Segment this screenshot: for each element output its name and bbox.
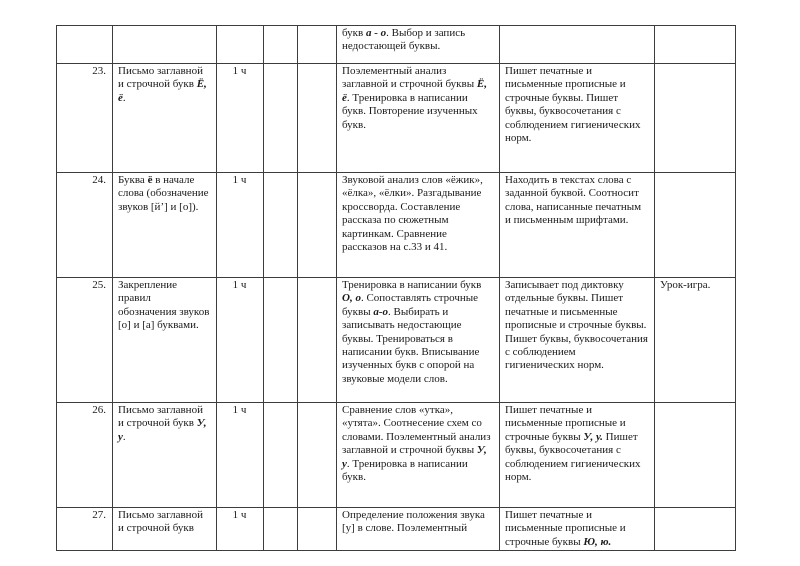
cell-lesson-number: 23.: [57, 64, 113, 173]
text-segment: О, о: [342, 292, 361, 305]
text-segment: У, у: [342, 444, 487, 470]
cell-lesson-content: [337, 278, 500, 403]
text-segment: Пишет буквы, буквосочетания с соблюдением гигиенических норм.: [505, 430, 641, 484]
table-row: [57, 403, 736, 508]
cell-student-activities: [500, 173, 655, 278]
cell-empty-2: [298, 278, 337, 403]
text-segment: Закрепление правил обозначения звуков [о] и [а] буквами.: [118, 279, 210, 332]
cell-lesson-number: 24.: [57, 173, 113, 278]
text-segment: а - о: [365, 27, 387, 39]
text-segment: . Выбор и запись недостающей буквы.: [342, 27, 466, 53]
text-segment: . Сопоставлять строчные буквы: [342, 292, 479, 318]
cell-notes: [655, 26, 736, 64]
cell-lesson-number: 25.: [57, 278, 113, 403]
text-segment: Пишет печатные и письменные прописные и строчные буквы: [505, 404, 626, 443]
text-segment: Ё, ё: [342, 78, 487, 104]
cell-empty-1: [264, 508, 298, 551]
text-segment: .: [122, 430, 126, 443]
text-segment: Находить в текстах слова с заданной буквой. Соотносит слова, написанные печатным и письменным шрифтами.: [505, 174, 642, 227]
cell-lesson-number: 27.: [57, 508, 113, 551]
cell-hours: 1 ч: [217, 508, 264, 551]
lesson-plan-table: [56, 25, 736, 551]
table-row: [57, 64, 736, 173]
text-segment: ё: [147, 174, 153, 186]
text-segment: . Тренировка в написании букв.: [342, 457, 468, 484]
table-body: [57, 26, 736, 551]
cell-empty-1: [264, 173, 298, 278]
text-segment: У, у: [118, 417, 207, 443]
cell-lesson-content: [337, 508, 500, 551]
cell-hours: 1 ч: [217, 278, 264, 403]
text-segment: Буква: [118, 174, 148, 186]
table-row: [57, 26, 736, 64]
cell-lesson-content: [337, 64, 500, 173]
text-segment: Ю, ю.: [583, 535, 612, 548]
text-segment: У, у.: [583, 430, 603, 443]
text-segment: . Выбирать и записывать недостающие буквы. Тренироваться в написании букв. Вписывание изученных букв с опорой на звуковые модели слов.: [342, 305, 480, 385]
text-segment: а-о: [373, 305, 389, 318]
cell-hours: 1 ч: [217, 173, 264, 278]
cell-lesson-content: [337, 26, 500, 64]
cell-empty-2: [298, 173, 337, 278]
text-segment: Письмо заглавной и строчной букв: [118, 65, 203, 91]
cell-empty-2: [298, 508, 337, 551]
cell-hours: 1 ч: [217, 403, 264, 508]
cell-empty-2: [298, 403, 337, 508]
text-segment: Пишет печатные и письменные прописные и строчные буквы. Пишет буквы, буквосочетания с соблюдением гигиенических норм.: [505, 65, 641, 145]
cell-lesson-topic: [113, 508, 217, 551]
text-segment: Тренировка в написании букв: [342, 279, 482, 291]
cell-lesson-topic: [113, 64, 217, 173]
cell-empty-1: [264, 26, 298, 64]
cell-empty-2: [298, 64, 337, 173]
text-segment: Записывает под диктовку отдельные буквы. Пишет печатные и письменные прописные и строчные буквы. Пишет буквы, буквосочетания с соблюдением гигиенических норм.: [505, 279, 648, 372]
cell-hours: 1 ч: [217, 64, 264, 173]
text-segment: Письмо заглавной и строчной букв: [118, 509, 203, 535]
cell-lesson-content: [337, 173, 500, 278]
text-segment: .: [122, 91, 126, 104]
cell-notes: [655, 173, 736, 278]
text-segment: . Тренировка в написании букв. Повторение изученных букв.: [342, 91, 478, 131]
cell-student-activities: [500, 403, 655, 508]
text-segment: Определение положения звука [у] в слове. Поэлементный: [342, 509, 485, 535]
cell-empty-1: [264, 278, 298, 403]
table-row: [57, 508, 736, 551]
text-segment: Пишет печатные и письменные прописные и строчные буквы: [505, 509, 626, 548]
cell-notes: Урок-игра.: [655, 278, 736, 403]
cell-lesson-number: [57, 26, 113, 64]
cell-empty-1: [264, 403, 298, 508]
table-row: [57, 173, 736, 278]
cell-student-activities: [500, 278, 655, 403]
text-segment: в начале слова (обозначение звуков [й’] и [о]).: [118, 174, 209, 213]
cell-notes: [655, 64, 736, 173]
text-segment: Письмо заглавной и строчной букв: [118, 404, 203, 430]
cell-empty-2: [298, 26, 337, 64]
text-segment: Ё, ё: [118, 78, 207, 104]
text-segment: Сравнение слов «утка», «утята». Соотнесение схем со словами. Поэлементный анализ заглавной и строчной буквы: [342, 404, 491, 457]
cell-lesson-topic: [113, 403, 217, 508]
cell-notes: [655, 403, 736, 508]
cell-student-activities: [500, 64, 655, 173]
cell-hours: [217, 26, 264, 64]
text-segment: букв: [342, 27, 366, 39]
text-segment: Звуковой анализ слов «ёжик», «ёлка», «ёлки». Разгадывание кроссворда. Составление рассказа по сюжетным картинкам. Сравнение рассказов на с.33 и 41.: [342, 174, 483, 254]
cell-student-activities: [500, 26, 655, 64]
text-segment: Поэлементный анализ заглавной и строчной буквы: [342, 65, 477, 91]
cell-notes: [655, 508, 736, 551]
cell-lesson-topic: [113, 278, 217, 403]
cell-lesson-content: [337, 403, 500, 508]
cell-lesson-topic: [113, 26, 217, 64]
cell-lesson-topic: [113, 173, 217, 278]
table-row: [57, 278, 736, 403]
cell-lesson-number: 26.: [57, 403, 113, 508]
cell-student-activities: [500, 508, 655, 551]
cell-empty-1: [264, 64, 298, 173]
